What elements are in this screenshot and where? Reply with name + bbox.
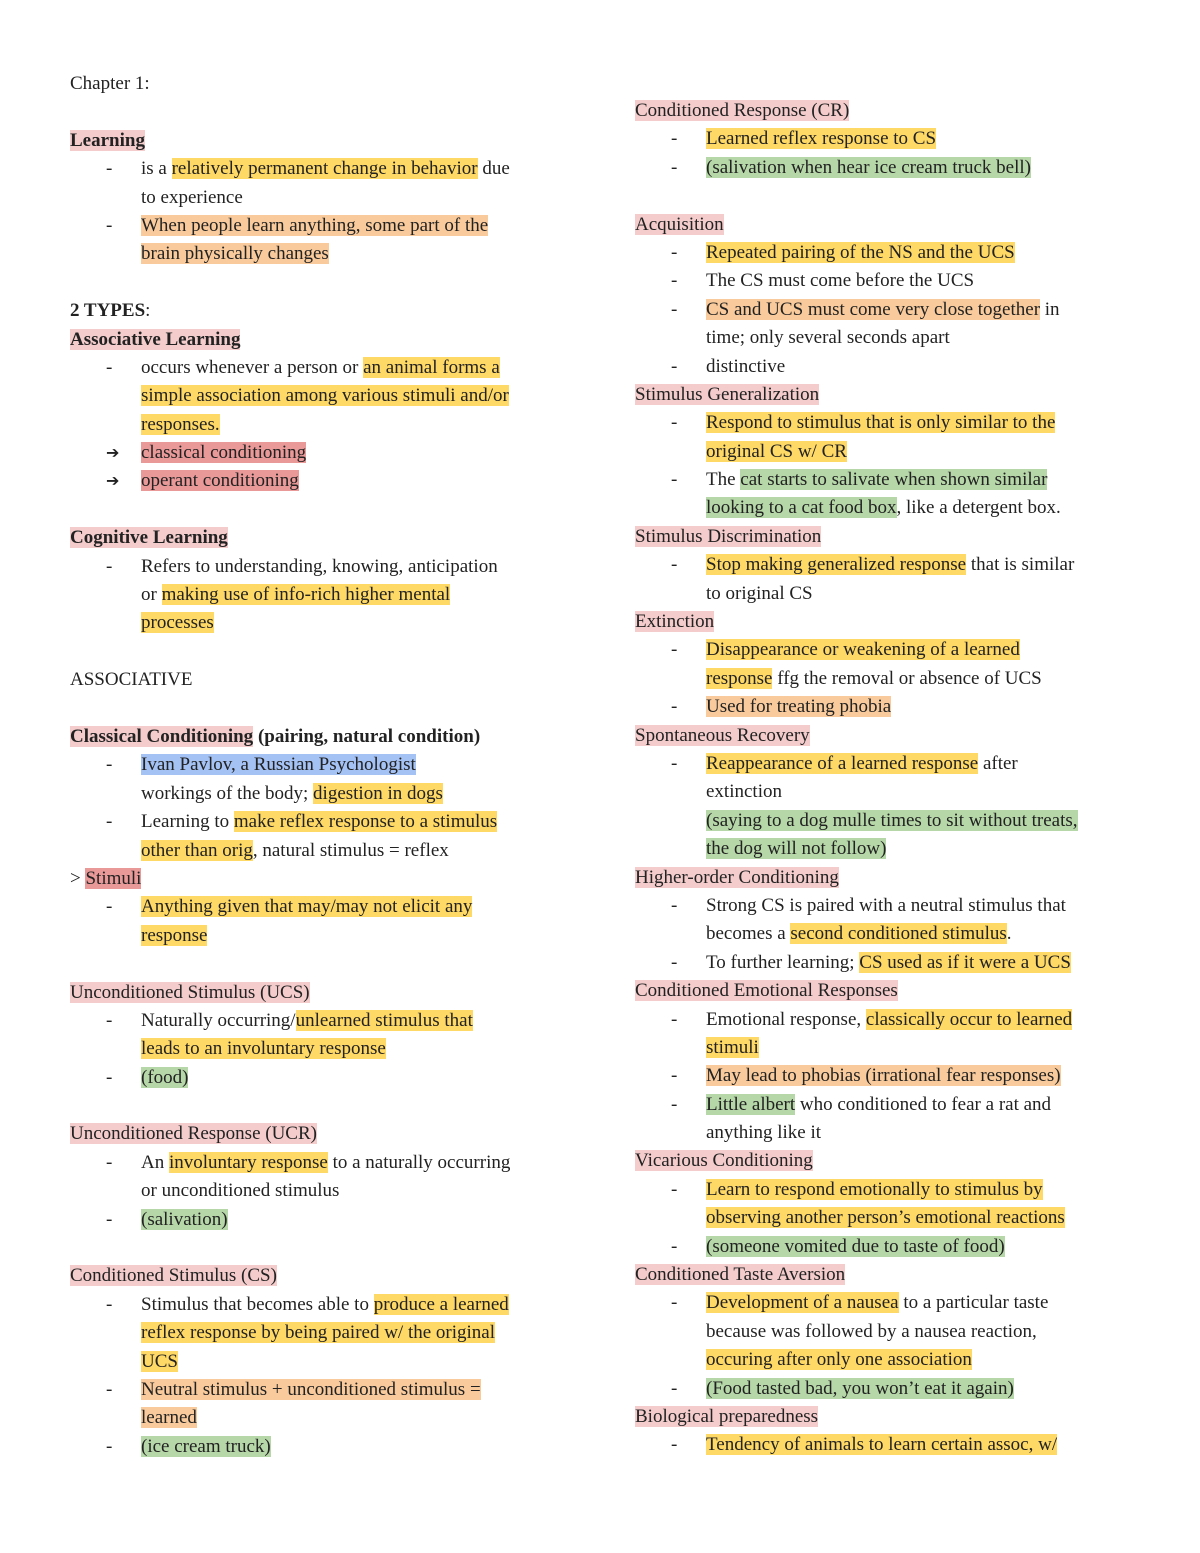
blank-line <box>70 1092 570 1120</box>
continuation-line <box>635 1034 1135 1062</box>
highlighted-text: observing another person’s emotional reactions <box>706 1207 1065 1229</box>
list-item <box>635 1091 1135 1119</box>
list-item <box>635 1375 1135 1403</box>
dash-marker: - <box>671 270 678 292</box>
continuation-line <box>70 240 570 268</box>
list-item <box>635 750 1135 778</box>
continuation-line <box>70 411 570 439</box>
list-item <box>70 1064 570 1092</box>
arrow-marker: ➔ <box>106 443 120 463</box>
highlighted-text: UCS <box>141 1350 178 1372</box>
list-item <box>635 466 1135 494</box>
left-column <box>70 0 570 1461</box>
text-line <box>635 1261 1135 1289</box>
text-line <box>635 1403 1135 1431</box>
continuation-line <box>635 438 1135 466</box>
highlighted-text: processes <box>141 612 214 634</box>
list-item <box>70 553 570 581</box>
dash-marker: - <box>106 754 113 776</box>
dash-marker: - <box>671 752 678 774</box>
continuation-line <box>635 494 1135 522</box>
text-segment: Strong CS is paired with a neutral stimulus that <box>706 894 1066 916</box>
continuation-line <box>70 837 570 865</box>
highlighted-text: (saying to a dog mulle times to sit without treats, <box>706 809 1078 831</box>
highlighted-text: Stimuli <box>85 867 142 889</box>
highlighted-text: When people learn anything, some part of the <box>141 214 489 236</box>
list-item <box>635 1006 1135 1034</box>
arrow-marker: ➔ <box>106 471 120 491</box>
highlighted-text: Repeated pairing of the NS and the UCS <box>706 241 1015 263</box>
dash-marker: - <box>106 1293 113 1315</box>
text-segment: due <box>477 158 510 180</box>
continuation-line <box>635 1204 1135 1232</box>
dash-marker: - <box>106 356 113 378</box>
highlighted-text: (food) <box>141 1066 189 1088</box>
dash-marker: - <box>671 1292 678 1314</box>
list-item <box>70 893 570 921</box>
highlighted-text: (salivation when hear ice cream truck bell) <box>706 156 1031 178</box>
blank-line <box>70 695 570 723</box>
continuation-line <box>635 1119 1135 1147</box>
dash-marker: - <box>671 1377 678 1399</box>
continuation-line <box>70 1035 570 1063</box>
dash-marker: - <box>671 1008 678 1030</box>
highlighted-text: Respond to stimulus that is only similar to the <box>706 412 1056 434</box>
blank-line <box>70 1234 570 1262</box>
dash-marker: - <box>106 214 113 236</box>
dash-marker: - <box>106 1378 113 1400</box>
text-segment: anything like it <box>706 1122 822 1144</box>
continuation-line <box>635 835 1135 863</box>
highlighted-text: reflex response by being paired w/ the original <box>141 1322 496 1344</box>
text-segment: ASSOCIATIVE <box>70 669 193 691</box>
highlighted-text: occuring after only one association <box>706 1349 972 1371</box>
highlighted-text: unlearned stimulus that <box>295 1009 473 1031</box>
list-item <box>70 354 570 382</box>
highlighted-text: Conditioned Stimulus (CS) <box>70 1265 277 1287</box>
highlighted-text: produce a learned <box>373 1293 509 1315</box>
highlighted-text: (ice cream truck) <box>141 1435 271 1457</box>
highlighted-text: (someone vomited due to taste of food) <box>706 1235 1005 1257</box>
continuation-line <box>635 1318 1135 1346</box>
list-item <box>70 808 570 836</box>
highlighted-text: make reflex response to a stimulus <box>233 811 498 833</box>
text-line <box>635 608 1135 636</box>
highlighted-text: Learned reflex response to CS <box>706 128 937 150</box>
dash-marker: - <box>671 696 678 718</box>
text-segment: time; only several seconds apart <box>706 327 950 349</box>
highlighted-text: (Food tasted bad, you won’t eat it again) <box>706 1377 1014 1399</box>
text-segment: ffg the removal or absence of UCS <box>772 667 1042 689</box>
text-segment: to original CS <box>706 582 813 604</box>
dash-marker: - <box>671 128 678 150</box>
dash-marker: - <box>106 896 113 918</box>
text-segment: (pairing, natural condition) <box>253 725 481 747</box>
text-segment: to a particular taste <box>898 1292 1049 1314</box>
list-item <box>70 1007 570 1035</box>
blank-line <box>70 496 570 524</box>
highlighted-text: original CS w/ CR <box>706 440 847 462</box>
highlighted-text: second conditioned stimulus <box>790 923 1007 945</box>
text-segment: or unconditioned stimulus <box>141 1180 340 1202</box>
highlighted-text: classically occur to learned <box>865 1008 1073 1030</box>
text-segment: is a <box>141 158 172 180</box>
continuation-line <box>635 580 1135 608</box>
list-item <box>635 1062 1135 1090</box>
dash-marker: - <box>671 241 678 263</box>
text-segment: > <box>70 867 86 889</box>
highlighted-text: Acquisition <box>635 213 724 235</box>
highlighted-text: classical conditioning <box>141 442 307 464</box>
text-line <box>70 723 570 751</box>
list-item <box>70 467 570 495</box>
blank-line <box>70 950 570 978</box>
text-segment: occurs whenever a person or <box>141 356 364 378</box>
highlighted-text: learned <box>141 1407 197 1429</box>
text-line <box>635 381 1135 409</box>
highlighted-text: Conditioned Emotional Responses <box>635 980 898 1002</box>
text-segment: that is similar <box>966 554 1075 576</box>
list-item <box>70 1206 570 1234</box>
highlighted-text: Learn to respond emotionally to stimulus by <box>706 1178 1043 1200</box>
dash-marker: - <box>671 894 678 916</box>
text-line <box>70 70 570 98</box>
dash-marker: - <box>106 1435 113 1457</box>
highlighted-text: Conditioned Taste Aversion <box>635 1264 846 1286</box>
blank-line <box>70 98 570 126</box>
text-segment: To further learning; <box>706 951 860 973</box>
text-segment: . <box>1006 923 1012 945</box>
highlighted-text: Classical Conditioning <box>70 725 254 747</box>
highlighted-text: Higher-order Conditioning <box>635 866 839 888</box>
highlighted-text: Spontaneous Recovery <box>635 724 810 746</box>
highlighted-text: Conditioned Response (CR) <box>635 100 850 121</box>
list-item <box>70 439 570 467</box>
continuation-line <box>70 581 570 609</box>
highlighted-text: Associative Learning <box>70 328 241 350</box>
list-item <box>635 353 1135 381</box>
text-segment: , like a detergent box. <box>896 497 1061 519</box>
dash-marker: - <box>671 412 678 434</box>
continuation-line <box>70 609 570 637</box>
dash-marker: - <box>671 156 678 178</box>
list-item <box>635 409 1135 437</box>
right-column <box>635 0 1135 1460</box>
list-item <box>635 693 1135 721</box>
text-line <box>635 864 1135 892</box>
continuation-line <box>70 780 570 808</box>
dash-marker: - <box>671 1093 678 1115</box>
text-line <box>635 211 1135 239</box>
text-line <box>70 1262 570 1290</box>
highlighted-text: leads to an involuntary response <box>141 1038 386 1060</box>
text-segment: : <box>145 300 151 322</box>
dash-marker: - <box>106 1066 113 1088</box>
dash-marker: - <box>106 1009 113 1031</box>
highlighted-text: Learning <box>70 129 145 151</box>
highlighted-text: relatively permanent change in behavior <box>171 158 478 180</box>
list-item <box>70 751 570 779</box>
highlighted-text: an animal forms a <box>363 356 500 378</box>
highlighted-text: May lead to phobias (irrational fear responses) <box>706 1065 1061 1087</box>
highlighted-text: simple association among various stimuli and/or <box>141 385 509 407</box>
list-item <box>635 949 1135 977</box>
text-segment: Naturally occurring/ <box>141 1009 296 1031</box>
text-line <box>70 127 570 155</box>
highlighted-text: making use of info-rich higher mental <box>161 584 451 606</box>
highlighted-text: Stop making generalized response <box>706 554 967 576</box>
continuation-line <box>635 665 1135 693</box>
list-item <box>635 1431 1135 1459</box>
list-item <box>635 551 1135 579</box>
text-segment: in <box>1040 298 1060 320</box>
list-item <box>70 1291 570 1319</box>
list-item <box>635 154 1135 182</box>
list-item <box>70 1433 570 1461</box>
highlighted-text: stimuli <box>706 1036 759 1058</box>
text-segment: An <box>141 1151 169 1173</box>
highlighted-text: Stimulus Generalization <box>635 383 820 405</box>
text-line <box>70 524 570 552</box>
continuation-line <box>70 1348 570 1376</box>
highlighted-text: Unconditioned Response (UCR) <box>70 1123 317 1145</box>
highlighted-text: response <box>706 667 773 689</box>
text-segment: after <box>978 752 1018 774</box>
highlighted-text: other than orig <box>141 839 253 861</box>
highlighted-text: Stimulus Discrimination <box>635 525 822 547</box>
text-line <box>635 977 1135 1005</box>
text-line <box>635 722 1135 750</box>
highlighted-text: the dog will not follow) <box>706 838 887 860</box>
dash-marker: - <box>671 554 678 576</box>
text-line <box>635 523 1135 551</box>
text-segment: The <box>706 469 741 491</box>
continuation-line <box>635 1346 1135 1374</box>
continuation-line <box>70 184 570 212</box>
blank-line <box>70 638 570 666</box>
dash-marker: - <box>106 1151 113 1173</box>
text-segment: Learning to <box>141 811 234 833</box>
highlighted-text: operant conditioning <box>141 470 299 492</box>
dash-marker: - <box>106 811 113 833</box>
text-segment: who conditioned to fear a rat and <box>795 1093 1052 1115</box>
continuation-line <box>70 1177 570 1205</box>
highlighted-text: CS used as if it were a UCS <box>859 951 1071 973</box>
text-segment: Emotional response, <box>706 1008 866 1030</box>
dash-marker: - <box>106 1208 113 1230</box>
text-segment: , natural stimulus = reflex <box>252 839 449 861</box>
list-item <box>635 267 1135 295</box>
text-line <box>70 865 570 893</box>
highlighted-text: response <box>141 924 208 946</box>
continuation-line <box>70 382 570 410</box>
dash-marker: - <box>671 1178 678 1200</box>
text-segment: The CS must come before the UCS <box>706 270 975 292</box>
text-line <box>70 666 570 694</box>
text-line <box>635 1147 1135 1175</box>
text-segment: Stimulus that becomes able to <box>141 1293 374 1315</box>
highlighted-text: responses. <box>141 413 220 435</box>
text-segment: becomes a <box>706 923 791 945</box>
continuation-line <box>635 920 1135 948</box>
continuation-line <box>635 778 1135 806</box>
text-line <box>70 326 570 354</box>
list-item <box>70 1376 570 1404</box>
text-segment: or <box>141 584 162 606</box>
text-segment: Chapter 1: <box>70 73 150 94</box>
dash-marker: - <box>671 298 678 320</box>
text-segment: 2 TYPES <box>70 300 146 322</box>
dash-marker: - <box>671 355 678 377</box>
highlighted-text: Extinction <box>635 611 715 633</box>
dash-marker: - <box>106 555 113 577</box>
list-item <box>70 1149 570 1177</box>
highlighted-text: CS and UCS must come very close together <box>706 298 1041 320</box>
highlighted-text: Unconditioned Stimulus (UCS) <box>70 981 310 1003</box>
text-segment: workings of the body; <box>141 782 314 804</box>
highlighted-text: Tendency of animals to learn certain assoc, w/ <box>706 1434 1058 1456</box>
dash-marker: - <box>671 951 678 973</box>
continuation-line <box>635 807 1135 835</box>
text-line <box>70 297 570 325</box>
highlighted-text: cat starts to salivate when shown similar <box>740 469 1048 491</box>
dash-marker: - <box>671 1434 678 1456</box>
text-segment: to experience <box>141 186 243 208</box>
highlighted-text: Used for treating phobia <box>706 696 892 718</box>
highlighted-text: Development of a nausea <box>706 1292 899 1314</box>
text-segment: Refers to understanding, knowing, anticipation <box>141 555 498 577</box>
highlighted-text: Anything given that may/may not elicit any <box>141 896 473 918</box>
highlighted-text: looking to a cat food box <box>706 497 897 519</box>
highlighted-text: Cognitive Learning <box>70 527 228 549</box>
continuation-line <box>635 324 1135 352</box>
blank-line <box>635 182 1135 210</box>
highlighted-text: (salivation) <box>141 1208 228 1230</box>
list-item <box>70 212 570 240</box>
list-item <box>635 1233 1135 1261</box>
text-segment: distinctive <box>706 355 786 377</box>
highlighted-text: Neutral stimulus + unconditioned stimulus = <box>141 1378 481 1400</box>
highlighted-text: Disappearance or weakening of a learned <box>706 639 1020 661</box>
highlighted-text: brain physically changes <box>141 243 329 265</box>
list-item <box>635 892 1135 920</box>
dash-marker: - <box>671 1065 678 1087</box>
text-segment: to a naturally occurring <box>327 1151 511 1173</box>
highlighted-text: Little albert <box>706 1093 796 1115</box>
text-line <box>635 97 1135 125</box>
list-item <box>635 1289 1135 1317</box>
highlighted-text: Reappearance of a learned response <box>706 752 979 774</box>
list-item <box>70 155 570 183</box>
list-item <box>635 239 1135 267</box>
list-item <box>635 125 1135 153</box>
dash-marker: - <box>671 1235 678 1257</box>
continuation-line <box>70 1404 570 1432</box>
continuation-line <box>70 1319 570 1347</box>
text-segment: because was followed by a nausea reaction, <box>706 1320 1037 1342</box>
dash-marker: - <box>671 639 678 661</box>
list-item <box>635 1176 1135 1204</box>
highlighted-text: Biological preparedness <box>635 1405 819 1427</box>
text-segment: extinction <box>706 781 782 803</box>
text-line <box>70 1120 570 1148</box>
list-item <box>635 636 1135 664</box>
dash-marker: - <box>671 469 678 491</box>
text-line <box>70 979 570 1007</box>
dash-marker: - <box>106 158 113 180</box>
list-item <box>635 296 1135 324</box>
blank-line <box>70 269 570 297</box>
highlighted-text: Vicarious Conditioning <box>635 1150 813 1172</box>
highlighted-text: digestion in dogs <box>313 782 443 804</box>
highlighted-text: involuntary response <box>168 1151 328 1173</box>
continuation-line <box>70 922 570 950</box>
highlighted-text: Ivan Pavlov, a Russian Psychologist <box>141 754 416 776</box>
